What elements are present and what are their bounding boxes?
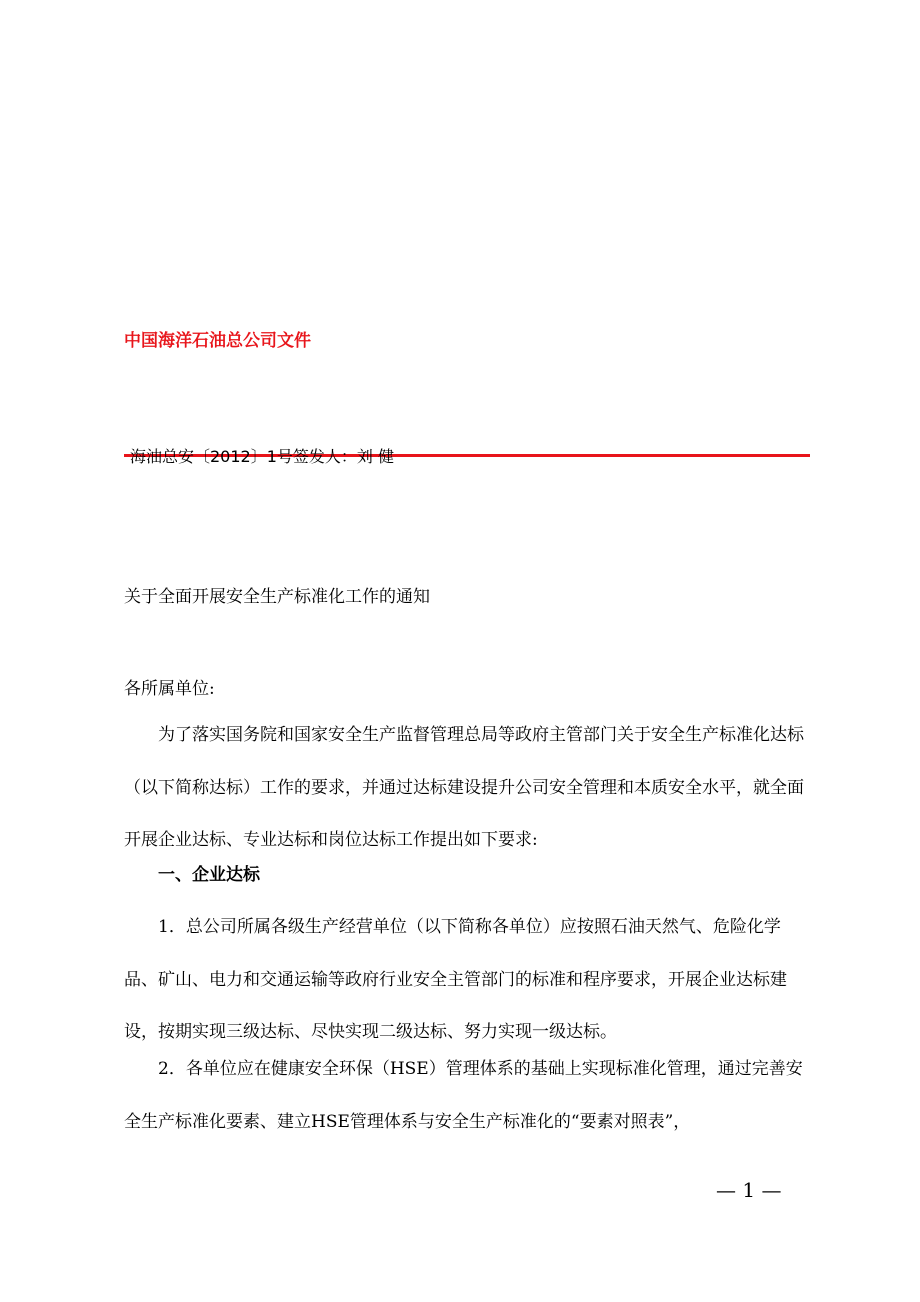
section-heading-enterprise: 一、企业达标 xyxy=(158,865,260,885)
body-paragraph-item-2: 2．各单位应在健康安全环保（HSE）管理体系的基础上实现标准化管理，通过完善安全生产标准化要素、建立HSE管理体系与安全生产标准化的“要素对照表”， xyxy=(124,1059,803,1132)
page-number: — 1 — xyxy=(716,1178,782,1202)
issuer-heading: 中国海洋石油总公司文件 xyxy=(124,331,311,351)
body-paragraph-intro: 为了落实国务院和国家安全生产监督管理总局等政府主管部门关于安全生产标准化达标（以下简称达标）工作的要求，并通过达标建设提升公司安全管理和本质安全水平，就全面开展企业达标、专业达标和岗位达标工作提出如下要求: xyxy=(124,725,804,850)
salutation: 各所属单位: xyxy=(124,679,215,699)
document-number-line: 海油总安〔2012〕1号签发人：刘 健 xyxy=(130,447,394,466)
body-paragraph-item-1: 1．总公司所属各级生产经营单位（以下简称各单位）应按照石油天然气、危险化学品、矿山、电力和交通运输等政府行业安全主管部门的标准和程序要求，开展企业达标建设，按期实现三级达标、尽快实现二级达标、努力实现一级达标。 xyxy=(124,917,787,1042)
notice-title: 关于全面开展安全生产标准化工作的通知 xyxy=(124,587,430,607)
